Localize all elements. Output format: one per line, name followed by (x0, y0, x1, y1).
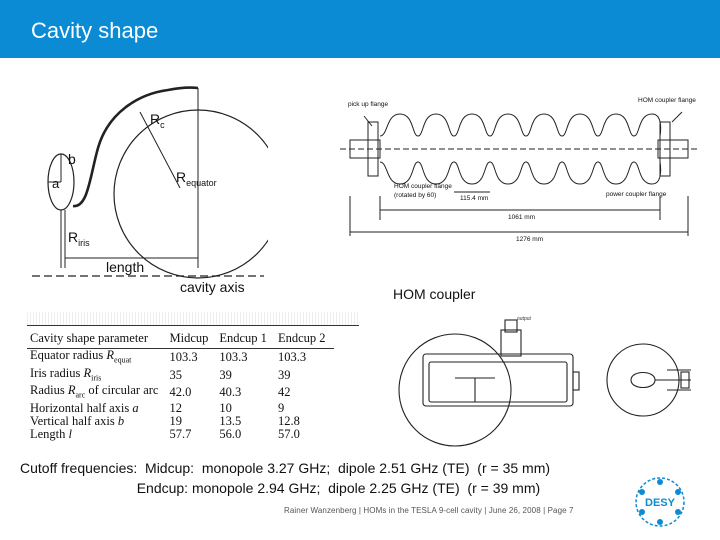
table-header: Cavity shape parameter (27, 330, 166, 349)
label-a: a (52, 176, 60, 191)
table-cell: 35 (169, 367, 182, 382)
page-title: Cavity shape (31, 18, 159, 43)
parameter-name: Vertical half axis b (30, 413, 125, 428)
table-row (27, 349, 334, 367)
table-cell: 13.5 (219, 413, 242, 428)
table-row (27, 402, 334, 415)
equator-circle (114, 110, 268, 278)
label-requator: $R_{equator}$ (176, 169, 217, 188)
output-label: output (517, 316, 531, 322)
cell-contour (73, 88, 198, 206)
parameter-name: Length l (30, 426, 73, 441)
cavity-parameter-table (27, 330, 334, 441)
table-row (27, 367, 334, 385)
hom-coupler-flange-bottom-label: HOM coupler flange (394, 183, 452, 190)
table-cell: 10 (219, 400, 232, 415)
table-cell: 42 (277, 385, 291, 400)
footer: Rainer Wanzenberg | HOMs in the TESLA 9-cell cavity | June 26, 2008 | Page 7 (284, 506, 574, 515)
table-row (27, 415, 334, 428)
parameter-name: Equator radius $R_{equat}$ (30, 348, 132, 365)
table-cell: 57.7 (169, 426, 192, 441)
table-header: Midcup (166, 330, 216, 349)
table-cell: 103.3 (277, 350, 307, 365)
table-cell: 39 (277, 367, 291, 382)
table-cell: 103.3 (219, 350, 248, 365)
table-scan-texture (27, 312, 359, 326)
label-riris: $R_{iris}$ (68, 229, 90, 248)
table-cell: 12 (169, 400, 182, 415)
dim-1276-label: 1276 mm (516, 236, 544, 243)
rotated-label: (rotated by 60) (394, 192, 437, 199)
cutoff-line-1: Cutoff frequencies: Midcup: monopole 3.27 GHz; dipole 2.51 GHz (TE) (r = 35 mm) (20, 460, 551, 476)
table-row (27, 428, 334, 441)
table-cell: 40.3 (219, 385, 242, 400)
parameter-name: Iris radius $R_{iris}$ (30, 365, 102, 382)
cavity-shape-figure (28, 78, 268, 300)
table-cell: 56.0 (219, 426, 242, 441)
coupler-body (399, 334, 511, 446)
nine-cell-cavity-drawing (338, 92, 708, 248)
table-cell: 39 (219, 367, 232, 382)
parameter-name: Horizontal half axis a (30, 400, 139, 415)
power-coupler-flange-label: power coupler flange (606, 191, 667, 198)
label-length: length (106, 259, 145, 275)
label-cavity-axis: cavity axis (180, 279, 245, 295)
table-header: Endcup 1 (216, 330, 275, 349)
dim-115-label: 115.4 mm (460, 195, 489, 202)
hom-coupler-caption: HOM coupler (393, 286, 476, 302)
title-bar (0, 0, 720, 58)
logo-text: DESY (645, 497, 675, 509)
hom-coupler-drawing (395, 314, 705, 450)
table-cell: 57.0 (277, 426, 300, 441)
table-cell: 42.0 (169, 385, 192, 400)
table-cell: 12.8 (277, 413, 300, 428)
cutoff-frequencies (20, 458, 550, 498)
table-cell: 9 (277, 400, 285, 415)
table-cell: 19 (169, 413, 182, 428)
table-top-rule (27, 325, 359, 326)
table-cell: 103.3 (169, 350, 198, 365)
desy-logo (634, 476, 686, 528)
cutoff-line-2: Endcup: monopole 2.94 GHz; dipole 2.25 GHz (TE) (r = 39 mm) (20, 480, 541, 496)
label-rc: $R_c$ (150, 111, 165, 130)
cavity-cells-bottom (380, 162, 661, 184)
label-b: b (68, 151, 76, 167)
hom-coupler-flange-top-label: HOM coupler flange (638, 97, 696, 104)
table-header-row (27, 330, 334, 349)
pickup-flange-label: pick up flange (348, 101, 389, 108)
dim-1061-label: 1061 mm (508, 214, 536, 221)
table-row (27, 384, 334, 402)
cavity-cells (380, 114, 661, 136)
table-header: Endcup 2 (275, 330, 334, 349)
parameter-name: Radius $R_{arc}$ of circular arc (30, 383, 159, 400)
